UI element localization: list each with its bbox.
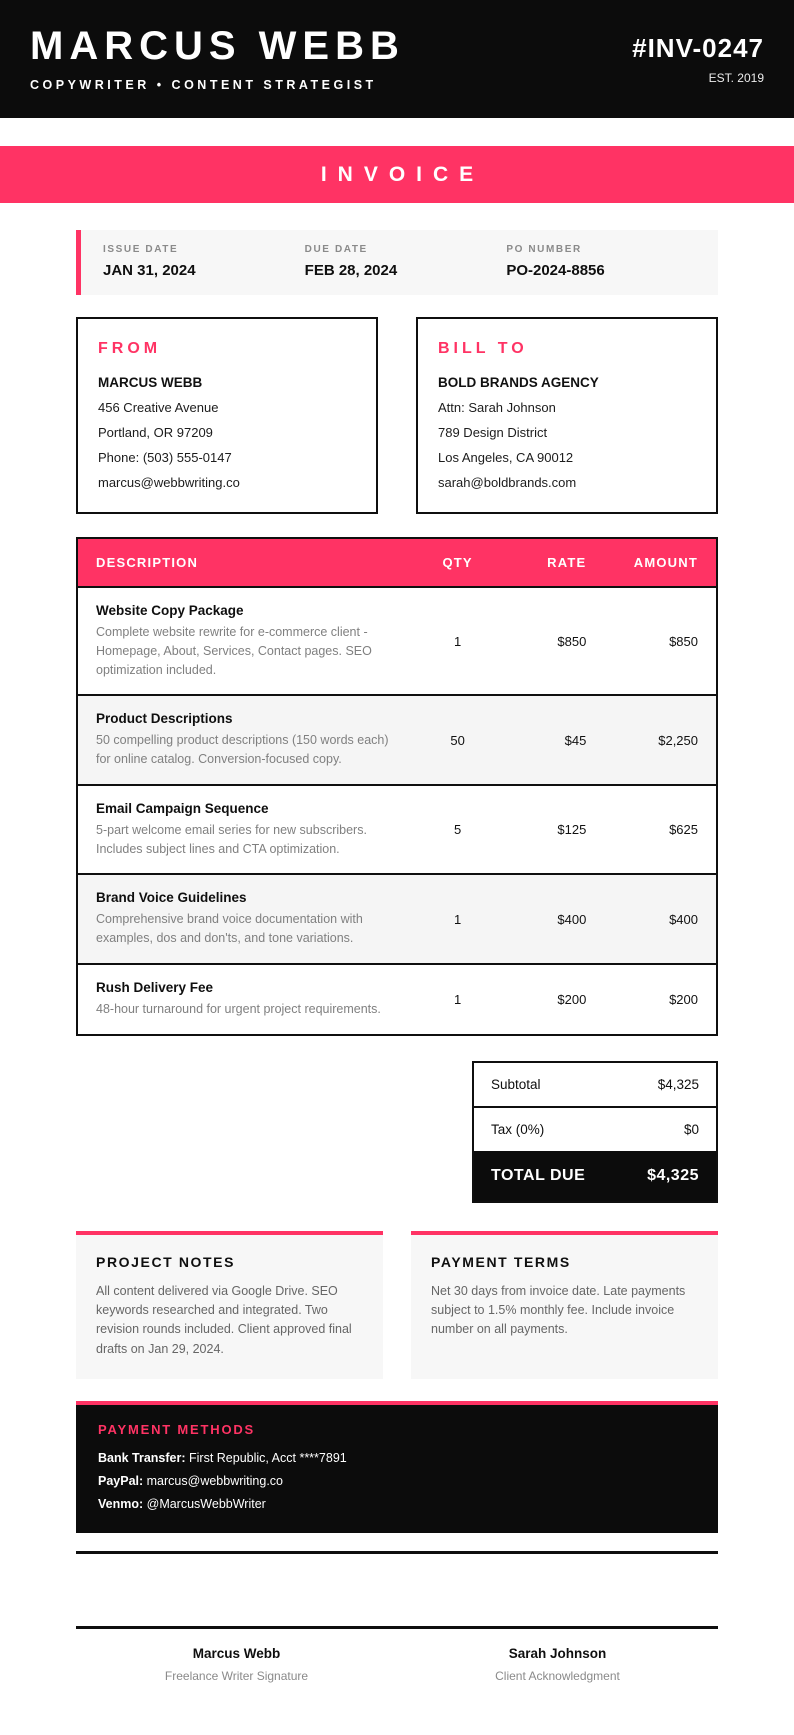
item-amount: $200 — [669, 991, 698, 1007]
table-row — [78, 785, 716, 875]
signature-caption: Client Acknowledgment — [495, 1669, 620, 1684]
from-title: FROM — [98, 340, 162, 357]
subtotal-label: Subtotal — [491, 1076, 541, 1092]
column-header-amount: AMOUNT — [604, 539, 716, 587]
client-signature-block — [397, 1646, 718, 1683]
payment-methods-list — [98, 1449, 696, 1513]
bill-to-attn: Attn: Sarah Johnson — [438, 400, 556, 415]
po-number-field — [506, 244, 708, 279]
signature-caption: Freelance Writer Signature — [164, 1669, 309, 1684]
total-due-label: TOTAL DUE — [491, 1166, 586, 1184]
payment-method-value: @MarcusWebbWriter — [143, 1496, 266, 1511]
payment-method-bank — [98, 1449, 696, 1468]
bill-to-address-line: Los Angeles, CA 90012 — [438, 450, 574, 465]
item-description: Comprehensive brand voice documentation with examples, dos and don'ts, and tone variations. — [96, 912, 363, 945]
table-row — [78, 587, 716, 695]
notes-section — [76, 1231, 718, 1380]
due-date-value: FEB 28, 2024 — [304, 262, 398, 279]
from-phone: Phone: (503) 555-0147 — [98, 450, 232, 465]
from-name: MARCUS WEBB — [98, 375, 203, 390]
invoice-id-block — [632, 33, 764, 85]
item-rate: $125 — [557, 822, 587, 837]
brand-block — [30, 26, 405, 92]
subtotal-value: $4,325 — [657, 1076, 699, 1092]
bill-to-email: sarah@boldbrands.com — [438, 475, 577, 490]
item-title: Website Copy Package — [96, 603, 244, 618]
tax-label: Tax (0%) — [491, 1121, 545, 1137]
signature-name: Sarah Johnson — [508, 1646, 607, 1662]
item-rate: $400 — [557, 911, 587, 927]
from-address-line: Portland, OR 97209 — [98, 425, 213, 440]
po-number-value: PO-2024-8856 — [506, 262, 605, 279]
bill-to-address-line: 789 Design District — [438, 425, 548, 440]
issue-date-value: JAN 31, 2024 — [103, 262, 196, 279]
item-title: Product Descriptions — [96, 711, 233, 727]
item-amount: $850 — [669, 633, 698, 649]
due-date-label: DUE DATE — [304, 244, 368, 255]
item-description-cell — [78, 874, 423, 964]
payment-method-label: Venmo: — [98, 1496, 144, 1511]
item-qty: 50 — [450, 732, 465, 748]
payment-method-venmo — [98, 1495, 696, 1514]
column-header-qty: QTY — [423, 539, 493, 587]
column-header-rate: RATE — [493, 539, 605, 587]
total-due-value: $4,325 — [647, 1166, 699, 1184]
item-rate: $200 — [557, 991, 587, 1007]
issue-date-label: ISSUE DATE — [103, 244, 179, 255]
project-notes-title: PROJECT NOTES — [96, 1253, 236, 1270]
payment-methods-title: PAYMENT METHODS — [98, 1422, 256, 1437]
item-title: Brand Voice Guidelines — [96, 890, 247, 906]
item-title: Email Campaign Sequence — [96, 800, 269, 816]
payment-terms-box — [411, 1231, 718, 1380]
item-title: Rush Delivery Fee — [96, 979, 214, 995]
payment-methods-box — [76, 1401, 718, 1533]
payment-method-label: PayPal: — [98, 1473, 144, 1488]
payment-terms-title: PAYMENT TERMS — [431, 1253, 571, 1270]
payment-terms-body: Net 30 days from invoice date. Late payments subject to 1.5% monthly fee. Include invoice number on all payments. — [431, 1283, 686, 1337]
subtotal-row — [474, 1063, 716, 1106]
invoice-body — [76, 230, 718, 1735]
item-qty: 1 — [454, 991, 462, 1007]
freelancer-signature-block — [76, 1646, 397, 1683]
project-notes-box — [76, 1231, 383, 1380]
item-amount: $400 — [669, 911, 698, 927]
item-description: 50 compelling product descriptions (150 words each) for online catalog. Conversion-focused copy. — [96, 733, 389, 766]
bill-to-name: BOLD BRANDS AGENCY — [438, 375, 599, 390]
project-notes-body: All content delivered via Google Drive. SEO keywords researched and integrated. Two revision rounds included. Client approved final drafts on Jan 29, 2024. — [96, 1283, 352, 1356]
payment-method-paypal — [98, 1472, 696, 1491]
signature-line — [76, 1551, 718, 1554]
item-description-cell — [78, 695, 423, 785]
bill-to-title: BILL TO — [438, 340, 528, 357]
item-amount: $625 — [669, 822, 698, 837]
item-description: 5-part welcome email series for new subscribers. Includes subject lines and CTA optimization. — [96, 822, 367, 856]
invoice-meta-bar — [76, 230, 718, 295]
tax-row — [474, 1106, 716, 1151]
table-header-row — [78, 539, 716, 587]
item-description: Complete website rewrite for e-commerce client - Homepage, About, Services, Contact pages. SEO optimization included. — [96, 625, 372, 677]
signatures-section — [76, 1646, 718, 1735]
item-description-cell — [78, 964, 423, 1034]
issue-date-field — [103, 244, 305, 279]
item-rate: $45 — [564, 732, 587, 748]
item-description-cell — [78, 785, 423, 875]
payment-method-value: marcus@webbwriting.co — [143, 1473, 283, 1488]
line-items-table — [76, 537, 718, 1036]
po-number-label: PO NUMBER — [506, 244, 582, 255]
brand-tagline: COPYWRITER • CONTENT STRATEGIST — [30, 78, 377, 92]
from-email: marcus@webbwriting.co — [98, 475, 240, 490]
item-amount: $2,250 — [658, 732, 698, 748]
column-header-description: DESCRIPTION — [78, 539, 423, 587]
invoice-banner-title: INVOICE — [320, 162, 485, 186]
from-box — [76, 317, 378, 514]
item-rate: $850 — [557, 633, 587, 649]
invoice-number: #INV-0247 — [632, 33, 764, 63]
table-row — [78, 874, 716, 964]
total-due-row — [474, 1151, 716, 1201]
from-address-line: 456 Creative Avenue — [98, 400, 219, 415]
item-description: 48-hour turnaround for urgent project requirements. — [96, 1001, 381, 1016]
payment-method-value: First Republic, Acct ****7891 — [185, 1451, 347, 1465]
item-description-cell — [78, 587, 423, 695]
tax-value: $0 — [683, 1121, 699, 1137]
bill-to-box — [416, 317, 718, 514]
parties-section — [76, 317, 718, 514]
signature-name: Marcus Webb — [192, 1646, 281, 1662]
totals-box — [472, 1061, 718, 1203]
due-date-field — [305, 244, 507, 279]
payment-method-label: Bank Transfer: — [98, 1451, 186, 1465]
item-qty: 5 — [454, 822, 462, 837]
table-row — [78, 964, 716, 1034]
letterhead — [0, 0, 794, 118]
invoice-banner — [0, 146, 794, 203]
established-year: EST. 2019 — [708, 71, 764, 85]
item-qty: 1 — [454, 911, 462, 927]
item-qty: 1 — [454, 633, 462, 649]
brand-name: MARCUS WEBB — [30, 24, 405, 68]
table-row — [78, 695, 716, 785]
totals-section — [76, 1061, 718, 1203]
